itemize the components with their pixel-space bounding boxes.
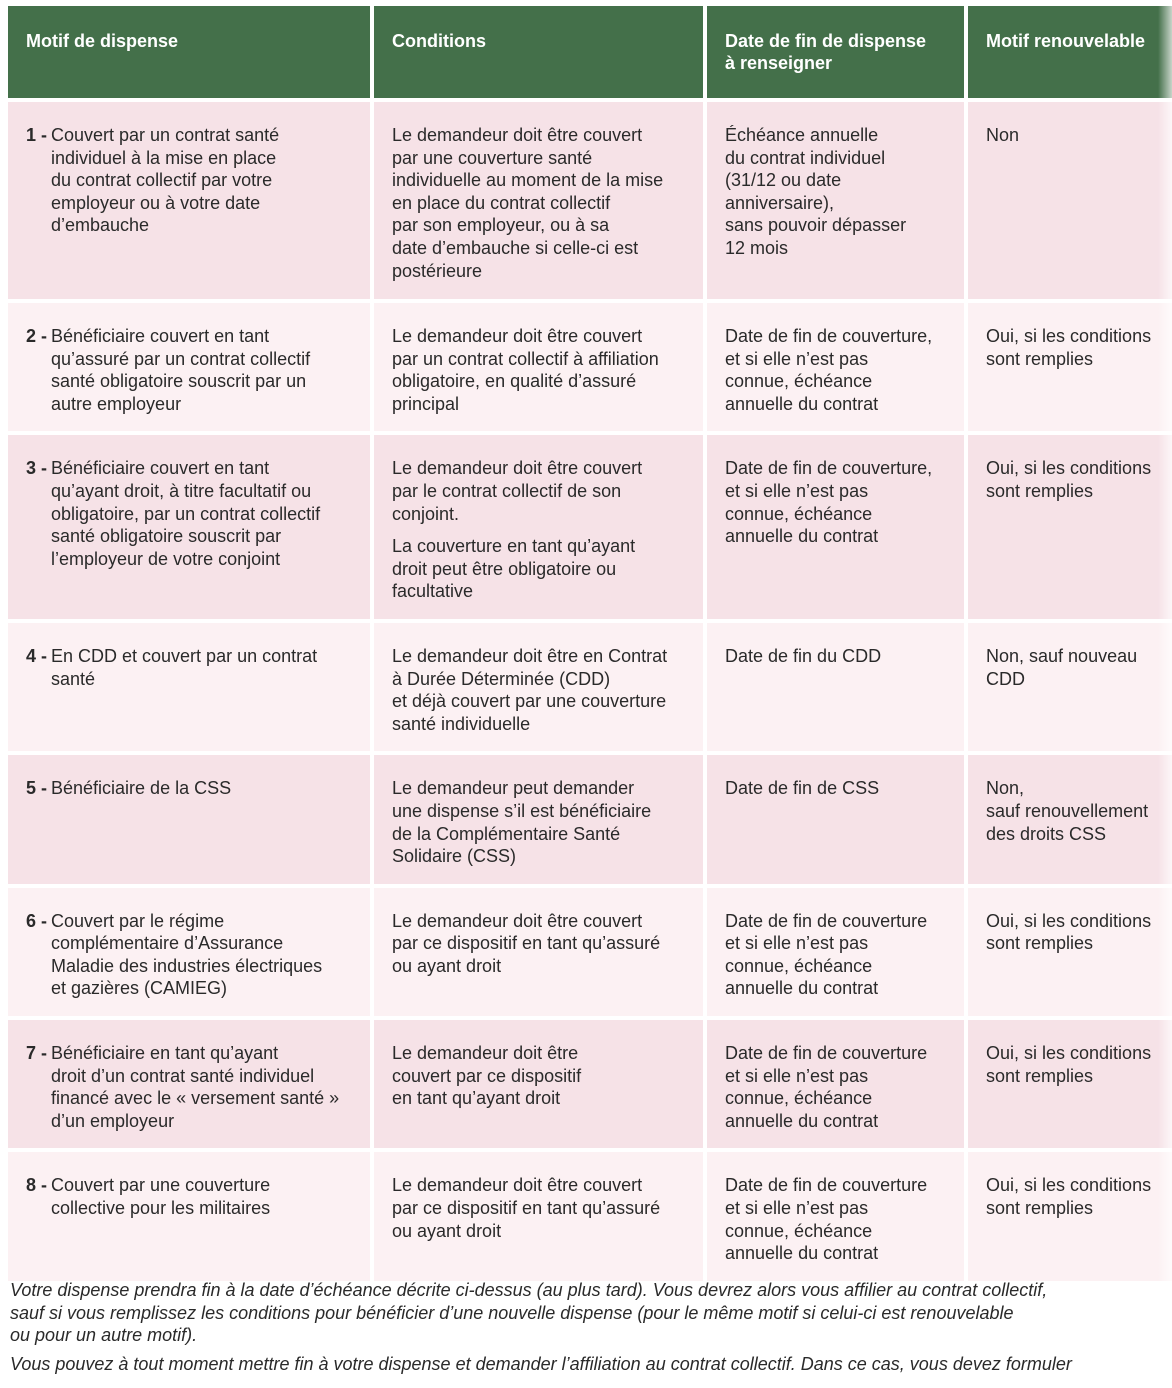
header-motif: Motif de dispense bbox=[8, 6, 370, 98]
cell-renouvelable bbox=[968, 1020, 1172, 1148]
cell-motif bbox=[8, 623, 370, 751]
cell-text-line: couvert par ce dispositif bbox=[392, 1065, 582, 1086]
cell-text-line: 12 mois bbox=[725, 237, 789, 258]
cell-motif bbox=[8, 435, 370, 619]
cell-text-line: ou ayant droit bbox=[392, 955, 502, 976]
cell-text-line: et déjà couvert par une couverture bbox=[392, 691, 667, 712]
cell-text-line: Oui, si les conditions bbox=[986, 1175, 1152, 1196]
cell-text-line: Couvert par le régime bbox=[51, 910, 225, 931]
row-number: 7 - bbox=[26, 1043, 48, 1064]
cell-text-line: Date de fin de couverture, bbox=[725, 458, 933, 479]
cell-text-line: Couvert par un contrat santé bbox=[51, 125, 280, 145]
header-renouvelable: Motif renouvelable bbox=[968, 6, 1172, 98]
row-number: 2 - bbox=[26, 326, 48, 346]
cell-text-line: Le demandeur doit être couvert bbox=[392, 125, 643, 145]
cell-text-line: et si elle n’est pas bbox=[725, 480, 869, 501]
cell-text-line: principal bbox=[392, 393, 460, 414]
cell-date-fin bbox=[707, 303, 964, 431]
cell-text-line: Oui, si les conditions bbox=[986, 326, 1152, 346]
cell-text-line: d’embauche bbox=[51, 215, 150, 236]
motif-block bbox=[26, 777, 364, 800]
cell-conditions bbox=[374, 303, 703, 431]
table-row bbox=[8, 888, 1172, 1016]
cell-conditions bbox=[374, 435, 703, 619]
cell-text-line: facultative bbox=[392, 581, 474, 602]
cell-date-fin bbox=[707, 1152, 964, 1280]
dispense-table bbox=[4, 2, 1172, 1285]
cell-text-line: connue, échéance bbox=[725, 503, 873, 524]
cell-text-line: et si elle n’est pas bbox=[725, 933, 869, 954]
cell-text-line: Le demandeur doit être bbox=[392, 1043, 579, 1064]
cell-text-line: Date de fin du CDD bbox=[725, 645, 882, 666]
cell-renouvelable bbox=[968, 888, 1172, 1016]
cell-text-line: santé obligatoire souscrit par un bbox=[51, 371, 307, 392]
row-number: 5 - bbox=[26, 778, 48, 799]
conditions-paragraph bbox=[392, 910, 697, 978]
cell-date-fin bbox=[707, 755, 964, 883]
cell-text-line: Oui, si les conditions bbox=[986, 910, 1152, 931]
conditions-paragraph bbox=[392, 1042, 697, 1110]
conditions-paragraph bbox=[392, 457, 697, 525]
cell-text-line: annuelle du contrat bbox=[725, 393, 879, 414]
table-row bbox=[8, 623, 1172, 751]
cell-motif bbox=[8, 1152, 370, 1280]
motif-text bbox=[51, 124, 364, 237]
motif-block bbox=[26, 1174, 364, 1219]
cell-text-line: des droits CSS bbox=[986, 823, 1107, 844]
cell-text-line: financé avec le « versement santé » bbox=[51, 1088, 340, 1109]
cell-text-line: d’un employeur bbox=[51, 1110, 175, 1131]
cell-conditions bbox=[374, 102, 703, 299]
cell-text-line: droit peut être obligatoire ou bbox=[392, 558, 617, 579]
cell-motif bbox=[8, 755, 370, 883]
cell-text-line: qu’assuré par un contrat collectif bbox=[51, 348, 311, 369]
cell-text-line: Échéance annuelle bbox=[725, 125, 879, 145]
cell-text-line: par le contrat collectif de son bbox=[392, 480, 622, 501]
cell-text-line: CDD bbox=[986, 668, 1025, 689]
cell-text-line: conjoint. bbox=[392, 503, 460, 524]
cell-text-line: sont remplies bbox=[986, 933, 1094, 954]
cell-text-line: Vous pouvez à tout moment mettre fin à votre dispense et demander l’affiliation au contrat collectif. Dans ce cas, vous devez formuler bbox=[10, 1353, 1072, 1374]
conditions-paragraph bbox=[392, 325, 697, 415]
cell-text-line: Le demandeur doit être couvert bbox=[392, 326, 643, 346]
row-number: 6 - bbox=[26, 910, 48, 931]
cell-text-line: et si elle n’est pas bbox=[725, 348, 869, 369]
cell-motif bbox=[8, 102, 370, 299]
motif-block bbox=[26, 325, 364, 415]
cell-text-line: de la Complémentaire Santé bbox=[392, 823, 621, 844]
cell-text-line: du contrat individuel bbox=[725, 147, 886, 168]
cell-renouvelable bbox=[968, 623, 1172, 751]
row-number: 1 - bbox=[26, 125, 48, 145]
cell-text-line: Le demandeur peut demander bbox=[392, 778, 635, 799]
cell-text-line: annuelle du contrat bbox=[725, 978, 879, 999]
motif-text bbox=[51, 457, 364, 570]
cell-date-fin bbox=[707, 888, 964, 1016]
cell-text-line: santé obligatoire souscrit par bbox=[51, 526, 282, 547]
cell-text-line: annuelle du contrat bbox=[725, 1110, 879, 1131]
cell-text-line: Date de fin de CSS bbox=[725, 778, 880, 799]
cell-text-line: sont remplies bbox=[986, 1198, 1094, 1219]
cell-date-fin bbox=[707, 1020, 964, 1148]
cell-text-line: sont remplies bbox=[986, 480, 1094, 501]
header-date-fin bbox=[707, 6, 964, 98]
cell-text-line: Oui, si les conditions bbox=[986, 1043, 1152, 1064]
footer-paragraph bbox=[10, 1279, 1170, 1347]
cell-text-line: qu’ayant droit, à titre facultatif ou bbox=[51, 480, 312, 501]
cell-text-line: par un contrat collectif à affiliation bbox=[392, 348, 659, 369]
table-header-row bbox=[8, 6, 1172, 98]
cell-text-line: Le demandeur doit être en Contrat bbox=[392, 645, 668, 666]
cell-renouvelable bbox=[968, 1152, 1172, 1280]
table-row bbox=[8, 435, 1172, 619]
cell-text-line: sauf renouvellement bbox=[986, 800, 1149, 821]
cell-text-line: Le demandeur doit être couvert bbox=[392, 1175, 643, 1196]
cell-date-fin bbox=[707, 435, 964, 619]
motif-text bbox=[51, 1042, 364, 1132]
cell-motif bbox=[8, 303, 370, 431]
cell-text-line: sauf si vous remplissez les conditions pour bénéficier d’une nouvelle dispense (pour le même motif si celui-ci est renouvelable bbox=[10, 1302, 1014, 1323]
cell-text-line: l’employeur de votre conjoint bbox=[51, 548, 281, 569]
cell-conditions bbox=[374, 1152, 703, 1280]
cell-text-line: connue, échéance bbox=[725, 1220, 873, 1241]
motif-text bbox=[51, 777, 364, 800]
cell-text-line: en tant qu’ayant droit bbox=[392, 1088, 561, 1109]
cell-text-line: En CDD et couvert par un contrat bbox=[51, 645, 318, 666]
cell-conditions bbox=[374, 1020, 703, 1148]
header-date-fin-line: à renseigner bbox=[725, 53, 833, 73]
cell-date-fin bbox=[707, 623, 964, 751]
cell-text-line: en place du contrat collectif bbox=[392, 192, 611, 213]
motif-block bbox=[26, 457, 364, 570]
cell-text-line: annuelle du contrat bbox=[725, 1243, 879, 1264]
motif-text bbox=[51, 325, 364, 415]
cell-text-line: connue, échéance bbox=[725, 1088, 873, 1109]
cell-text-line: du contrat collectif par votre bbox=[51, 170, 273, 191]
cell-text-line: santé bbox=[51, 668, 96, 689]
cell-text-line: Bénéficiaire en tant qu’ayant bbox=[51, 1043, 279, 1064]
cell-text-line: La couverture en tant qu’ayant bbox=[392, 536, 636, 557]
cell-text-line: à Durée Déterminée (CDD) bbox=[392, 668, 611, 689]
cell-renouvelable bbox=[968, 303, 1172, 431]
cell-text-line: date d’embauche si celle-ci est bbox=[392, 237, 639, 258]
cell-text-line: santé individuelle bbox=[392, 713, 531, 734]
cell-text-line: une dispense s’il est bénéficiaire bbox=[392, 800, 652, 821]
cell-text-line: collective pour les militaires bbox=[51, 1198, 271, 1219]
table-row bbox=[8, 755, 1172, 883]
motif-text bbox=[51, 645, 364, 690]
cell-text-line: Non, sauf nouveau bbox=[986, 645, 1138, 666]
conditions-paragraph bbox=[392, 645, 697, 735]
table-row bbox=[8, 1020, 1172, 1148]
table-row bbox=[8, 1152, 1172, 1280]
cell-text-line: et si elle n’est pas bbox=[725, 1065, 869, 1086]
row-number: 8 - bbox=[26, 1175, 48, 1196]
motif-block bbox=[26, 910, 364, 1000]
cell-text-line: sans pouvoir dépasser bbox=[725, 215, 907, 236]
header-conditions: Conditions bbox=[374, 6, 703, 98]
conditions-paragraph bbox=[392, 535, 697, 603]
cell-text-line: obligatoire, en qualité d’assuré bbox=[392, 371, 637, 392]
cell-text-line: Date de fin de couverture bbox=[725, 1175, 928, 1196]
cell-text-line: individuelle au moment de la mise bbox=[392, 170, 664, 191]
cell-text-line: Couvert par une couverture bbox=[51, 1175, 271, 1196]
cell-text-line: par une couverture santé bbox=[392, 147, 593, 168]
cell-text-line: individuel à la mise en place bbox=[51, 147, 277, 168]
cell-text-line: par son employeur, ou à sa bbox=[392, 215, 610, 236]
table-row bbox=[8, 102, 1172, 299]
cell-text-line: annuelle du contrat bbox=[725, 526, 879, 547]
cell-conditions bbox=[374, 888, 703, 1016]
motif-text bbox=[51, 910, 364, 1000]
cell-text-line: Bénéficiaire couvert en tant bbox=[51, 458, 270, 479]
cell-text-line: sont remplies bbox=[986, 348, 1094, 369]
cell-conditions bbox=[374, 755, 703, 883]
motif-block bbox=[26, 124, 364, 237]
cell-motif bbox=[8, 888, 370, 1016]
cell-text-line: connue, échéance bbox=[725, 955, 873, 976]
cell-text-line: par ce dispositif en tant qu’assuré bbox=[392, 1198, 661, 1219]
conditions-paragraph bbox=[392, 1174, 697, 1242]
header-date-fin-line: Date de fin de dispense bbox=[725, 31, 927, 51]
row-number: 3 - bbox=[26, 458, 48, 479]
footer-note bbox=[10, 1279, 1170, 1381]
cell-text-line: Date de fin de couverture bbox=[725, 1043, 928, 1064]
cell-text-line: Solidaire (CSS) bbox=[392, 846, 517, 867]
cell-text-line: sont remplies bbox=[986, 1065, 1094, 1086]
motif-block bbox=[26, 645, 364, 690]
cell-text-line: employeur ou à votre date bbox=[51, 192, 261, 213]
cell-text-line: Non, bbox=[986, 778, 1025, 799]
cell-text-line: et si elle n’est pas bbox=[725, 1198, 869, 1219]
cell-text-line: Votre dispense prendra fin à la date d’échéance décrite ci-dessus (au plus tard). Vous devrez alors vous affilier au contrat collectif, bbox=[10, 1280, 1048, 1300]
cell-text-line: anniversaire), bbox=[725, 192, 835, 213]
dispense-table-container bbox=[8, 6, 1172, 1285]
table-row bbox=[8, 303, 1172, 431]
cell-text-line: Le demandeur doit être couvert bbox=[392, 910, 643, 931]
cell-text-line: par ce dispositif en tant qu’assuré bbox=[392, 933, 661, 954]
table-body bbox=[8, 102, 1172, 1281]
cell-text-line: Date de fin de couverture bbox=[725, 910, 928, 931]
conditions-paragraph bbox=[392, 124, 697, 282]
cell-text-line: complémentaire d’Assurance bbox=[51, 933, 284, 954]
cell-text-line: ou pour un autre motif). bbox=[10, 1325, 198, 1346]
cell-text-line: obligatoire, par un contrat collectif bbox=[51, 503, 321, 524]
cell-text-line: ou ayant droit bbox=[392, 1220, 502, 1241]
cell-renouvelable bbox=[968, 755, 1172, 883]
cell-text-line: Le demandeur doit être couvert bbox=[392, 458, 643, 479]
conditions-paragraph bbox=[392, 777, 697, 867]
cell-text-line: droit d’un contrat santé individuel bbox=[51, 1065, 315, 1086]
cell-renouvelable bbox=[968, 435, 1172, 619]
motif-block bbox=[26, 1042, 364, 1132]
edge-fade bbox=[1158, 0, 1172, 1388]
cell-date-fin bbox=[707, 102, 964, 299]
cell-text-line: Non bbox=[986, 125, 1020, 145]
cell-conditions bbox=[374, 623, 703, 751]
cell-renouvelable bbox=[968, 102, 1172, 299]
cell-text-line: postérieure bbox=[392, 260, 483, 281]
footer-paragraph bbox=[10, 1353, 1170, 1376]
motif-text bbox=[51, 1174, 364, 1219]
cell-text-line: connue, échéance bbox=[725, 371, 873, 392]
cell-text-line: (31/12 ou date bbox=[725, 170, 842, 191]
cell-text-line: Maladie des industries électriques bbox=[51, 955, 323, 976]
row-number: 4 - bbox=[26, 645, 48, 666]
cell-text-line: Oui, si les conditions bbox=[986, 458, 1152, 479]
cell-text-line: Date de fin de couverture, bbox=[725, 326, 933, 346]
cell-text-line: autre employeur bbox=[51, 393, 182, 414]
cell-text-line: et gazières (CAMIEG) bbox=[51, 978, 228, 999]
cell-motif bbox=[8, 1020, 370, 1148]
cell-text-line: Bénéficiaire de la CSS bbox=[51, 778, 232, 799]
cell-text-line: Bénéficiaire couvert en tant bbox=[51, 326, 270, 346]
